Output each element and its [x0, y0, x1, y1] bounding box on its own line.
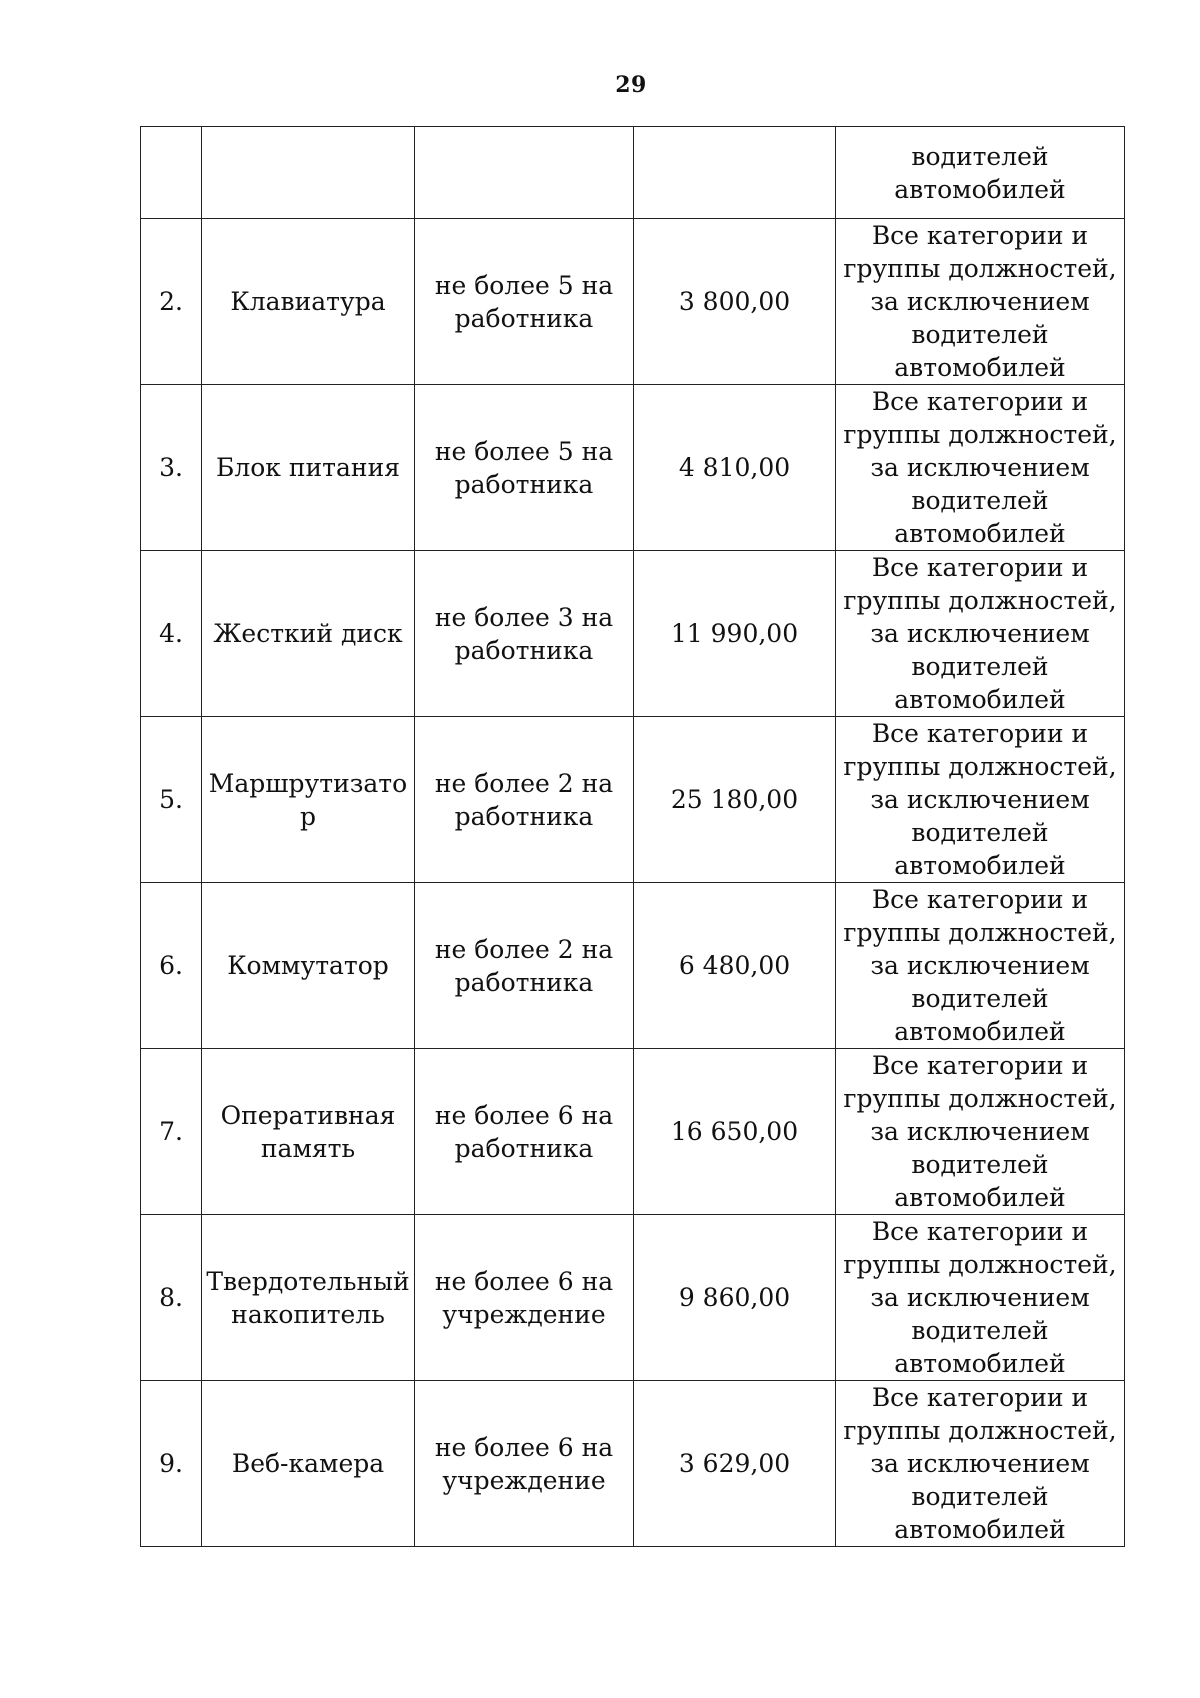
cell-price: 6 480,00 [634, 883, 836, 1049]
cell-name: Оперативная память [202, 1049, 415, 1215]
cell-name: Веб-камера [202, 1381, 415, 1547]
cell-number: 7. [141, 1049, 202, 1215]
table-row [141, 1049, 1125, 1215]
table-row [141, 883, 1125, 1049]
cell-category: Все категории и группы должностей, за исключением водителей автомобилей [836, 717, 1125, 883]
table-row [141, 551, 1125, 717]
cell-number: 5. [141, 717, 202, 883]
cell-name: Клавиатура [202, 219, 415, 385]
cell-name: Жесткий диск [202, 551, 415, 717]
cell-category: Все категории и группы должностей, за исключением водителей автомобилей [836, 1049, 1125, 1215]
cell-number: 3. [141, 385, 202, 551]
cell-category: Все категории и группы должностей, за исключением водителей автомобилей [836, 883, 1125, 1049]
cell-number: 9. [141, 1381, 202, 1547]
cell-quantity: не более 2 на работника [415, 717, 634, 883]
norms-table [140, 126, 1125, 1547]
cell-category: Все категории и группы должностей, за исключением водителей автомобилей [836, 1215, 1125, 1381]
cell-quantity: не более 5 на работника [415, 385, 634, 551]
table-row [141, 717, 1125, 883]
cell-category: Все категории и группы должностей, за исключением водителей автомобилей [836, 219, 1125, 385]
cell-price: 16 650,00 [634, 1049, 836, 1215]
cell-quantity: не более 6 на работника [415, 1049, 634, 1215]
cell-price: 25 180,00 [634, 717, 836, 883]
table-row [141, 1215, 1125, 1381]
table-row [141, 219, 1125, 385]
cell-number [141, 127, 202, 219]
cell-quantity: не более 6 на учреждение [415, 1215, 634, 1381]
cell-name: Блок питания [202, 385, 415, 551]
cell-price [634, 127, 836, 219]
cell-name [202, 127, 415, 219]
cell-number: 8. [141, 1215, 202, 1381]
page-number: 29 [615, 72, 647, 98]
cell-quantity: не более 6 на учреждение [415, 1381, 634, 1547]
cell-price: 3 629,00 [634, 1381, 836, 1547]
cell-category: Все категории и группы должностей, за исключением водителей автомобилей [836, 1381, 1125, 1547]
cell-quantity: не более 2 на работника [415, 883, 634, 1049]
cell-quantity: не более 5 на работника [415, 219, 634, 385]
cell-price: 4 810,00 [634, 385, 836, 551]
cell-category: водителей автомобилей [836, 127, 1125, 219]
table-row-continued [141, 127, 1125, 219]
cell-price: 3 800,00 [634, 219, 836, 385]
cell-quantity: не более 3 на работника [415, 551, 634, 717]
cell-category: Все категории и группы должностей, за исключением водителей автомобилей [836, 551, 1125, 717]
cell-price: 11 990,00 [634, 551, 836, 717]
table-row [141, 1381, 1125, 1547]
cell-number: 6. [141, 883, 202, 1049]
cell-name: Маршрутизато р [202, 717, 415, 883]
cell-quantity [415, 127, 634, 219]
table-row [141, 385, 1125, 551]
cell-price: 9 860,00 [634, 1215, 836, 1381]
cell-number: 2. [141, 219, 202, 385]
cell-name: Коммутатор [202, 883, 415, 1049]
cell-category: Все категории и группы должностей, за исключением водителей автомобилей [836, 385, 1125, 551]
cell-number: 4. [141, 551, 202, 717]
cell-name: Твердотельный накопитель [202, 1215, 415, 1381]
